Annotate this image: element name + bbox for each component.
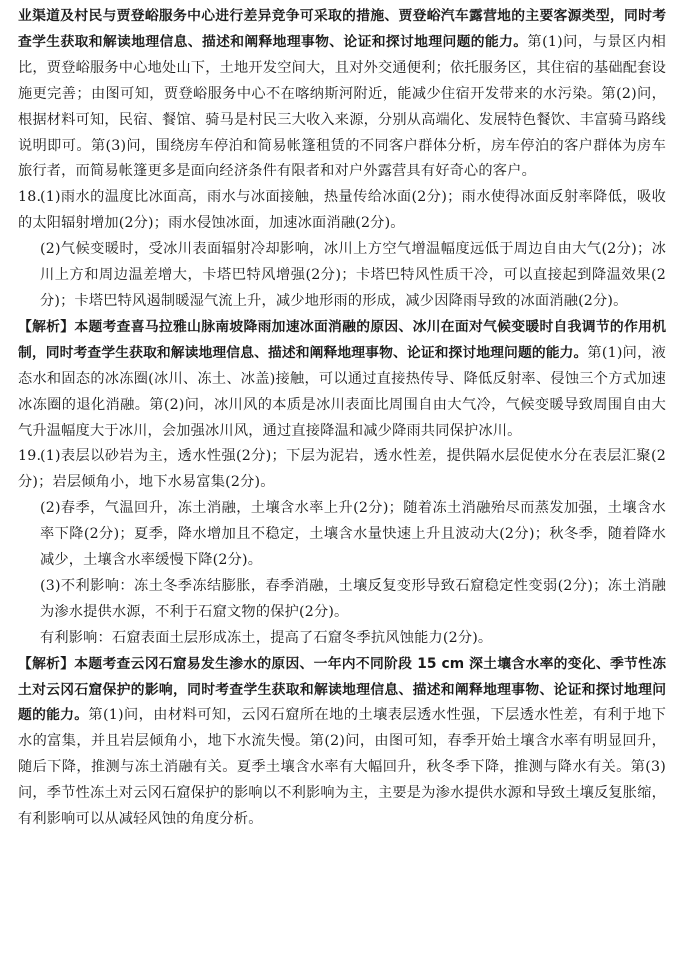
- q19-analysis-text: 第(1)问，由材料可知，云冈石窟所在地的土壤表层透水性强，下层透水性差，有利于地下水的富集，并且岩层倾角小，地下水流失慢。第(2)问，由图可知，春季开始土壤含水率有明显回升，随后下降，推测与冻土消融有关。夏季土壤含水率有大幅回升，秋冬季下降，推测与降水有关。第(3)问，季节性冻土对云冈石窟保护的影响以不利影响为主，主要是为渗水提供水源和导致土壤反复胀缩，有利影响可以从减轻风蚀的角度分析。: [18, 707, 666, 828]
- q19-analysis: [18, 652, 666, 833]
- q19-analysis-bold: 【解析】本题考查云冈石窟易发生渗水的原因、一年内不同阶段 15 cm 深土壤含水率的变化、季节性冻土对云冈石窟保护的影响，同时考查学生获取和解读地理信息、描述和阐释地理事物、论证和探讨地理问题的能力。: [18, 655, 666, 724]
- q19-answer-2: (2)春季，气温回升，冻土消融，土壤含水率上升(2分)；随着冻土消融殆尽而蒸发加强，土壤含水率下降(2分)；夏季，降水增加且不稳定，土壤含水量快速上升且波动大(2分)；秋冬季，随着降水减少，土壤含水率缓慢下降(2分)。: [40, 500, 666, 569]
- q19-answer-1: 19.(1)表层以砂岩为主，透水性强(2分)；下层为泥岩，透水性差，提供隔水层促使水分在表层汇聚(2分)；岩层倾角小，地下水易富集(2分)。: [18, 444, 666, 496]
- q17-analysis-continued: [18, 4, 666, 185]
- q18-analysis-text: 第(1)问，液态水和固态的冰冻圈(冰川、冻土、冰盖)接触，可以通过直接热传导、降低反射率、侵蚀三个方式加速冰冻圈的退化消融。第(2)问，冰川风的本质是冰川表面比周围自由大气冷，气候变暖导致周围自由大气升温幅度大于冰川，会加强冰川风，通过直接降温和减少降雨共同保护冰川。: [18, 344, 667, 439]
- q19-number: 19.: [18, 448, 42, 465]
- q19-answer-3: (3)不利影响：冻土冬季冻结膨胀，春季消融，土壤反复变形导致石窟稳定性变弱(2分)；冻土消融为渗水提供水源，不利于石窟文物的保护(2分)。: [40, 577, 666, 620]
- q18-answer-2: (2)气候变暖时，受冰川表面辐射冷却影响，冰川上方空气增温幅度远低于周边自由大气(2分)；冰川上方和周边温差增大，卡塔巴特风增强(2分)；卡塔巴特风性质干冷，可以直接起到降温效果(2分)；卡塔巴特风遏制暖湿气流上升，减少地形雨的形成，减少因降雨导致的冰面消融(2分)。: [40, 241, 666, 309]
- q18-analysis: [18, 315, 666, 445]
- q18-analysis-bold: 【解析】本题考查喜马拉雅山脉南坡降雨加速冰面消融的原因、冰川在面对气候变暖时自我调节的作用机制，同时考查学生获取和解读地理信息、描述和阐释地理事物、论证和探讨地理问题的能力。: [18, 318, 666, 361]
- q17-analysis-bold: 业渠道及村民与贾登峪服务中心进行差异竞争可采取的措施、贾登峪汽车露营地的主要客源类型，同时考查学生获取和解读地理信息、描述和阐释地理事物、论证和探讨地理问题的能力。: [18, 8, 666, 50]
- q18-number: 18.: [18, 189, 42, 206]
- q19-answer-3b: 有利影响：石窟表面土层形成冻土，提高了石窟冬季抗风蚀能力(2分)。: [40, 629, 493, 646]
- q17-analysis-text: 第(1)问，与景区内相比，贾登峪服务中心地处山下，土地开发空间大，且对外交通便利；依托服务区，其住宿的基础配套设施更完善；由图可知，贾登峪服务中心不在喀纳斯河附近，能减少住宿开发带来的水污染。第(2)问，根据材料可知，民宿、餐馆、骑马是村民三大收入来源，分别从高端化、发展特色餐饮、丰富骑马路线说明即可。第(3)问，围绕房车停泊和简易帐篷租赁的不同客户群体分析，房车停泊的客户群体为房车旅行者，而简易帐篷更多是面向经济条件有限者和对户外露营具有好奇心的客户。: [18, 33, 666, 180]
- q18-answer-1: 18.(1)雨水的温度比冰面高，雨水与冰面接触，热量传给冰面(2分)；雨水使得冰面反射率降低，吸收的太阳辐射增加(2分)；雨水侵蚀冰面，加速冰面消融(2分)。: [18, 185, 666, 237]
